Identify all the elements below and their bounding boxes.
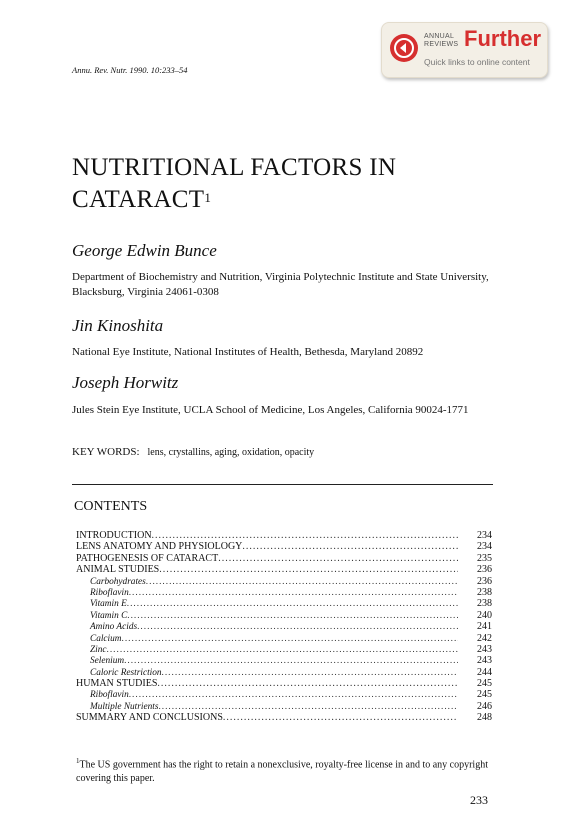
toc-entry[interactable]: [76, 633, 492, 644]
toc-entry-page: 236: [477, 564, 492, 576]
toc-entry[interactable]: [76, 576, 492, 587]
toc-entry-label: Caloric Restriction: [90, 667, 162, 678]
toc-entry[interactable]: [76, 587, 492, 598]
toc-entry[interactable]: [76, 701, 492, 712]
toc-entry-page: 238: [477, 598, 492, 610]
toc-leader-dots: [162, 668, 458, 678]
brand-line-1: ANNUAL: [424, 33, 455, 40]
toc-entry[interactable]: [76, 689, 492, 700]
toc-leader-dots: [127, 599, 458, 609]
toc-entry-label: Multiple Nutrients: [90, 701, 159, 712]
title-line-2-text: CATARACT: [72, 186, 205, 213]
toc-entry-page: 244: [477, 666, 492, 678]
author-name: George Edwin Bunce: [72, 241, 217, 260]
brand-line-2: REVIEWS: [424, 41, 459, 48]
toc-entry-page: 243: [477, 643, 492, 655]
toc-entry-label: Calcium: [90, 633, 122, 644]
toc-entry-label: LENS ANATOMY AND PHYSIOLOGY: [76, 541, 243, 553]
toc-leader-dots: [137, 622, 458, 632]
toc-entry-label: Vitamin C: [90, 610, 128, 621]
author-affiliation: Department of Biochemistry and Nutrition, Virginia Polytechnic Institute and State University, Blacksburg, Virginia 24061-0308: [72, 271, 489, 298]
toc-entry-label: Vitamin E: [90, 599, 127, 610]
toc-entry-page: 242: [477, 632, 492, 644]
toc-entry[interactable]: [76, 621, 492, 632]
toc-entry-page: 243: [477, 655, 492, 667]
article-title: [72, 152, 396, 216]
toc-entry[interactable]: [76, 667, 492, 678]
toc-entry[interactable]: [76, 712, 492, 723]
toc-leader-dots: [129, 588, 458, 598]
footnote-mark: 1: [76, 757, 80, 765]
toc-entry-page: 245: [477, 689, 492, 701]
author-affiliation: National Eye Institute, National Institutes of Health, Bethesda, Maryland 20892: [72, 346, 424, 358]
further-badge[interactable]: [381, 22, 548, 78]
toc-entry-label: ANIMAL STUDIES: [76, 564, 160, 576]
toc-entry-page: 248: [477, 712, 492, 724]
toc-entry-page: 238: [477, 586, 492, 598]
toc-entry-label: Zinc: [90, 644, 107, 655]
footnote-text: The US government has the right to retain a nonexclusive, royalty-free license in and to any copyright covering this paper.: [76, 759, 488, 785]
keywords-label: KEY WORDS:: [72, 446, 140, 458]
toc-leader-dots: [146, 577, 458, 587]
title-line-2: [72, 184, 396, 216]
toc-entry-label: Riboflavin: [90, 587, 129, 598]
table-of-contents: [76, 530, 492, 724]
toc-entry-label: Carbohydrates: [90, 576, 146, 587]
footnote: [76, 754, 494, 786]
title-footnote-mark[interactable]: 1: [204, 190, 212, 205]
toc-entry-label: HUMAN STUDIES: [76, 678, 158, 690]
toc-entry[interactable]: [76, 598, 492, 609]
annual-reviews-logo-text: [424, 33, 464, 49]
journal-citation: Annu. Rev. Nutr. 1990. 10:233–54: [72, 65, 188, 75]
toc-entry-page: 234: [477, 541, 492, 553]
toc-entry-label: Riboflavin: [90, 690, 129, 701]
author-name: Jin Kinoshita: [72, 316, 164, 335]
toc-leader-dots: [223, 712, 458, 723]
toc-entry-page: 236: [477, 575, 492, 587]
toc-leader-dots: [242, 541, 458, 552]
toc-entry-label: SUMMARY AND CONCLUSIONS: [76, 712, 223, 724]
toc-leader-dots: [158, 702, 458, 712]
toc-leader-dots: [122, 634, 458, 644]
toc-entry-label: INTRODUCTION: [76, 530, 152, 541]
toc-entry-label: PATHOGENESIS OF CATARACT: [76, 552, 219, 564]
toc-entry[interactable]: [76, 541, 492, 552]
keywords: [72, 446, 314, 458]
toc-entry-label: Selenium: [90, 656, 125, 667]
toc-entry[interactable]: [76, 644, 492, 655]
toc-entry[interactable]: [76, 553, 492, 564]
toc-entry[interactable]: [76, 678, 492, 689]
section-divider: [72, 484, 493, 485]
toc-leader-dots: [218, 553, 458, 564]
author-affiliation: Jules Stein Eye Institute, UCLA School of Medicine, Los Angeles, California 90024-1771: [72, 404, 469, 416]
toc-entry[interactable]: [76, 655, 492, 666]
toc-leader-dots: [107, 645, 458, 655]
further-word: Further: [464, 26, 541, 51]
toc-entry-page: 234: [477, 530, 492, 541]
toc-leader-dots: [129, 690, 458, 700]
toc-entry-page: 245: [477, 678, 492, 690]
further-tagline: Quick links to online content: [424, 57, 530, 67]
page-number: 233: [470, 793, 488, 807]
keywords-text: lens, crystallins, aging, oxidation, opacity: [147, 447, 315, 458]
toc-leader-dots: [124, 656, 458, 666]
title-line-1: NUTRITIONAL FACTORS IN: [72, 154, 397, 181]
toc-entry[interactable]: [76, 564, 492, 575]
toc-leader-dots: [157, 678, 458, 689]
toc-leader-dots: [127, 611, 458, 621]
contents-heading: CONTENTS: [74, 499, 148, 514]
toc-entry-page: 246: [477, 700, 492, 712]
play-arrow-icon: [390, 34, 418, 62]
author-name: Joseph Horwitz: [72, 373, 179, 392]
toc-leader-dots: [159, 564, 458, 575]
toc-entry[interactable]: [76, 530, 492, 541]
toc-entry[interactable]: [76, 610, 492, 621]
toc-entry-page: 241: [477, 621, 492, 633]
toc-entry-page: 240: [477, 609, 492, 621]
toc-leader-dots: [152, 530, 458, 541]
toc-entry-label: Amino Acids: [90, 622, 138, 633]
toc-entry-page: 235: [477, 552, 492, 564]
